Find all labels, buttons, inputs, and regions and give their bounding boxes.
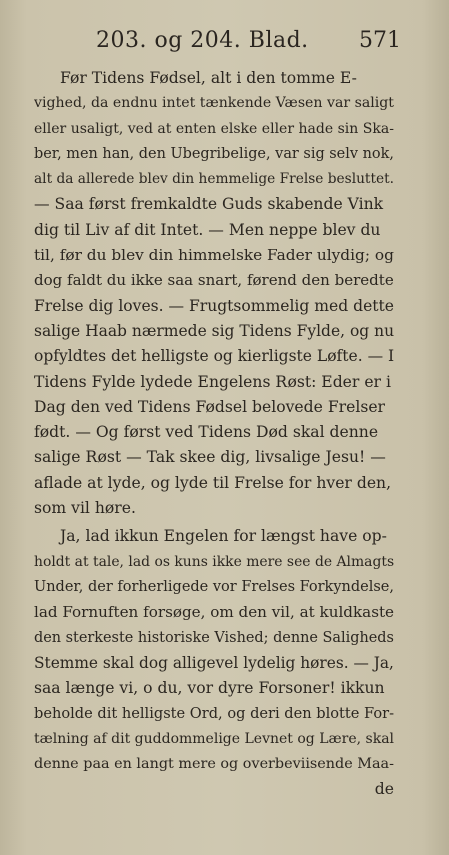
text-line: saa længe vi, o du, vor dyre Forsoner! ikkun: [34, 679, 385, 698]
text-line: som vil høre.: [34, 499, 136, 518]
text-line: dog faldt du ikke saa snart, førend den beredte: [34, 271, 394, 290]
paragraph-2: [34, 524, 394, 777]
text-line: aflade at lyde, og lyde til Frelse for hver den,: [34, 473, 392, 492]
text-line: Dag den ved Tidens Fødsel belovede Frelser: [34, 397, 386, 416]
paragraph-1: [34, 66, 394, 521]
text-line: lad Fornuften forsøge, om den vil, at kuldkaste: [34, 603, 394, 622]
text-line: Stemme skal dog alligevel lydelig høres. — Ja,: [34, 653, 394, 672]
text-line: født. — Og først ved Tidens Død skal denne: [34, 423, 379, 442]
text-line: den sterkeste historiske Vished; denne Saligheds: [34, 629, 394, 646]
text-line: ber, men han, den Ubegribelige, var sig selv nok,: [34, 145, 394, 162]
text-line: — Saa først fremkaldte Guds skabende Vink: [34, 195, 384, 214]
text-line: eller usaligt, ved at enten elske eller hade sin Ska-: [34, 120, 394, 137]
text-line: Før Tidens Fødsel, alt i den tomme E-: [60, 69, 357, 87]
text-line: Under, der forherligede vor Frelses Forkyndelse,: [34, 578, 394, 595]
text-line: alt da allerede blev din hemmelige Frelse besluttet.: [34, 171, 394, 188]
text-line: Tidens Fylde lydede Engelens Røst: Eder er i: [34, 372, 391, 391]
body-text: [34, 66, 394, 803]
text-line: beholde dit helligste Ord, og deri den blotte For-: [34, 705, 394, 723]
page-number: 571: [359, 28, 401, 53]
text-line: vighed, da endnu intet tænkende Væsen var saligt: [34, 95, 394, 112]
running-head: 203. og 204. Blad.: [96, 28, 309, 53]
text-line: salige Haab nærmede sig Tidens Fylde, og nu: [34, 321, 394, 340]
text-line: Ja, lad ikkun Engelen for længst have op-: [60, 527, 387, 546]
text-line: til, før du blev din himmelske Fader ulydig; og: [34, 246, 394, 265]
text-line: denne paa en langt mere og overbeviisende Maa-: [34, 756, 394, 773]
page-header: [0, 28, 449, 62]
text-line: salige Røst — Tak skee dig, livsalige Jesu! —: [34, 448, 386, 467]
catchword: de: [374, 780, 394, 799]
text-line: dig til Liv af dit Intet. — Men neppe blev du: [34, 220, 381, 239]
text-line: holdt at tale, lad os kuns ikke mere see de Almagts: [34, 553, 394, 570]
text-line: Frelse dig loves. — Frugtsommelig med dette: [34, 296, 394, 315]
text-line: tælning af dit guddommelige Levnet og Lære, skal: [34, 730, 394, 747]
text-line: opfyldtes det helligste og kierligste Løfte. — I: [34, 347, 394, 366]
